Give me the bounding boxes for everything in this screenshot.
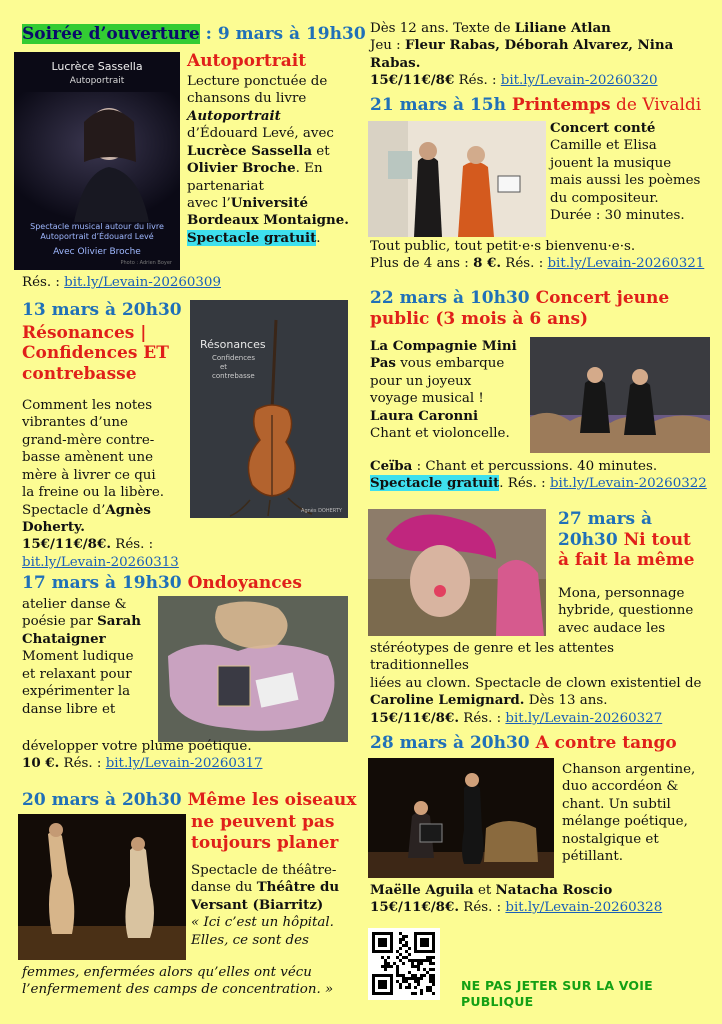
text-fragment: Jeu : <box>370 38 405 54</box>
text-line: expérimenter la <box>22 684 131 700</box>
text-line: Durée : 30 minutes. <box>550 208 685 224</box>
text-line: développer votre plume poétique. <box>22 739 252 754</box>
qr-code-pattern <box>368 928 440 1000</box>
resonances-poster <box>190 300 348 518</box>
oiseaux-quote <box>22 964 362 999</box>
event-title: A contre tango <box>535 733 677 753</box>
text-line: jouent la musique <box>550 155 672 171</box>
poster-subtitle <box>14 222 180 242</box>
text-fragment: Plus de 4 ans : <box>370 256 474 272</box>
performer-name: Natacha Roscio <box>495 882 613 898</box>
event-date: 17 mars à 19h30 <box>22 573 188 593</box>
musicians-photo <box>368 121 546 237</box>
text-line: stéréotypes de genre et les attentes traditionnelles <box>370 641 614 674</box>
poster-with: Avec Olivier Broche <box>53 247 141 257</box>
company-name: Versant (Biarritz) <box>191 896 324 913</box>
partner-name: Université <box>230 194 308 211</box>
reservation-link[interactable]: bit.ly/Levain-20260320 <box>500 73 658 89</box>
oiseaux-date-heading <box>22 790 356 811</box>
res-label: . Rés. : <box>499 476 550 492</box>
clown-portrait-photo <box>368 509 546 636</box>
res-label: Rés. : <box>458 710 506 726</box>
text-line: chansons du livre <box>187 91 307 107</box>
resonances-text <box>22 397 192 571</box>
text-line: du compositeur. <box>550 190 659 206</box>
qr-code[interactable] <box>368 928 440 1000</box>
poster-sub: contrebasse <box>212 371 255 380</box>
reservation-link[interactable]: bit.ly/Levain-20260327 <box>505 710 663 726</box>
text-line: mais aussi les poèmes <box>550 173 701 189</box>
res-label: Rés. : <box>501 256 548 272</box>
text-line: Mona, personnage <box>558 586 685 601</box>
performer-name: Ceïba <box>370 458 413 474</box>
author-name: Caroline Lemignard. <box>370 692 525 709</box>
text-line: Chant et violoncelle. <box>370 426 510 442</box>
text-fragment: . <box>316 230 321 246</box>
poster-sub: et <box>220 362 228 371</box>
quote-line: l’enfermement des camps de concentration. » <box>22 982 334 998</box>
performer-name: Maëlle Aguila <box>370 882 474 898</box>
quote-line: Elles, ce sont des <box>191 932 309 948</box>
event-date: 20h30 <box>558 529 624 550</box>
event-title: Confidences ET <box>22 343 169 364</box>
price: 15€/11€/8€. <box>370 899 459 916</box>
text-line: hybride, questionne <box>558 603 694 619</box>
text-line: mélange poétique, <box>562 814 688 830</box>
res-label: Rés. : <box>454 73 501 89</box>
concert-heading <box>370 288 715 329</box>
tango-photo <box>368 758 554 878</box>
event-title: Ni tout <box>623 529 691 550</box>
event-date: 22 mars à 10h30 <box>370 288 536 308</box>
text-fragment: avec l’ <box>187 195 231 211</box>
autoportrait-poster <box>14 52 180 270</box>
text-line: Chanson argentine, <box>562 762 696 777</box>
poster-credit: Photo : Adrien Boyer <box>120 260 172 266</box>
concert-text <box>370 338 530 443</box>
clown-text-bottom <box>370 640 715 727</box>
performer-name: Olivier Broche <box>187 160 296 177</box>
text-line: Moment ludique <box>22 649 134 665</box>
free-badge: Spectacle gratuit <box>370 475 500 492</box>
opening-heading <box>22 24 366 45</box>
text-fragment: poésie par <box>22 614 98 630</box>
partner-name: Bordeaux Montaigne. <box>187 212 349 229</box>
fabric-and-book-photo <box>158 596 348 742</box>
price: 8 €. <box>473 255 502 272</box>
opening-reservation <box>22 274 221 291</box>
performer-name: Lucrèce Sassella <box>187 142 313 159</box>
poster-signature: Agnès DOHERTY <box>301 507 342 514</box>
poster-title: Résonances <box>200 338 266 351</box>
quote-line: « Ici c’est un hôpital. <box>191 915 334 931</box>
author-name: Chataigner <box>22 630 106 647</box>
cast-names: Fleur Rabas, Déborah Alvarez, Nina Rabas. <box>370 37 674 71</box>
text-line: partenariat <box>187 178 264 194</box>
event-title: de Vivaldi <box>610 95 702 115</box>
event-date: 27 mars à <box>558 509 653 529</box>
text-line: la freine ou la libère. <box>22 485 165 501</box>
text-line: d’Édouard Levé, avec <box>187 126 334 142</box>
text-line: pour un joyeux <box>370 373 472 389</box>
event-title: contrebasse <box>22 364 137 385</box>
liliane-atlan-text <box>370 20 710 90</box>
vivaldi-photo <box>368 121 546 237</box>
book-title: Autoportrait <box>187 107 281 124</box>
text-line: voyage musical ! <box>370 391 484 407</box>
resonances-heading <box>22 300 192 385</box>
poster-sub: Confidences <box>212 354 256 362</box>
text-line: et relaxant pour <box>22 666 132 682</box>
tango-heading <box>370 733 677 754</box>
reservation-link[interactable]: bit.ly/Levain-20260309 <box>64 275 221 290</box>
company-name: Pas <box>370 355 396 372</box>
text-fragment: . En <box>295 161 323 177</box>
vivaldi-heading <box>370 95 701 116</box>
text-line: mère à livrer ce qui <box>22 467 156 483</box>
duo-musicians-photo <box>530 337 710 453</box>
tango-text <box>562 761 722 866</box>
concert-text-bottom <box>370 458 715 493</box>
tango-text-bottom <box>370 882 715 917</box>
autoportrait-text <box>187 73 352 247</box>
clown-heading <box>558 509 718 571</box>
text-line: Camille et Elisa <box>550 138 657 154</box>
price: 15€/11€/8€. <box>22 536 111 553</box>
text-fragment: : Chant et percussions. 40 minutes. <box>412 459 658 474</box>
clown-photo <box>368 509 546 636</box>
dancers-photo <box>18 814 186 960</box>
text-line: danse libre et <box>22 701 116 717</box>
author-name: Liliane Atlan <box>514 20 611 36</box>
price: 10 €. <box>22 755 60 772</box>
opening-tag: Soirée d’ouverture <box>22 24 200 44</box>
ondoyances-text <box>22 596 162 718</box>
concert-photo <box>530 337 710 453</box>
text-line: Lecture ponctuée de <box>187 74 328 89</box>
quote-line: femmes, enfermées alors qu’elles ont vécu <box>22 965 312 980</box>
text-line: Spectacle de théâtre- <box>191 863 337 878</box>
text-fragment: et <box>473 883 496 898</box>
event-title: à fait la même <box>558 550 695 571</box>
text-line: avec audace les <box>558 620 666 636</box>
double-bass-painting <box>190 300 348 518</box>
text-line: Tout public, tout petit·e·s bienvenu·e·s. <box>370 239 636 254</box>
free-badge: Spectacle gratuit <box>187 229 317 246</box>
text-line: Comment les notes <box>22 398 153 413</box>
reservation-link[interactable]: bit.ly/Levain-20260328 <box>505 900 663 916</box>
ondoyances-photo <box>158 596 348 742</box>
event-title: Concert jeune <box>535 288 670 308</box>
performer-name: Laura Caronni <box>370 407 479 424</box>
text-fragment: Dès 12 ans. Texte de <box>370 21 515 36</box>
text-line: basse amènent une <box>22 450 154 466</box>
text-line: atelier danse & <box>22 597 127 612</box>
ondoyances-heading <box>22 573 302 594</box>
event-kind: Concert conté <box>550 120 656 136</box>
text-line: duo accordéon & <box>562 779 679 795</box>
text-line: liées au clown. Spectacle de clown existentiel de <box>370 675 702 691</box>
res-label: Rés. : <box>22 275 65 290</box>
poster-sub2: Autoportrait d’Édouard Levé <box>40 232 154 241</box>
reservation-link[interactable]: bit.ly/Levain-20260322 <box>549 476 707 492</box>
event-title: Printemps <box>511 95 611 115</box>
event-title: ne peuvent pas <box>191 812 335 832</box>
footer-notice: NE PAS JETER SUR LA VOIE PUBLIQUE <box>461 978 653 1010</box>
event-title: Résonances | <box>22 322 147 343</box>
text-fragment: et <box>312 143 330 159</box>
reservation-link[interactable]: bit.ly/Levain-20260313 <box>22 554 179 570</box>
vivaldi-text-bottom <box>370 238 715 273</box>
vivaldi-text <box>550 120 715 225</box>
res-label: Rés. : <box>458 900 506 916</box>
text-fragment: vous embarque <box>395 356 505 372</box>
event-date: 21 mars à 15h <box>370 95 512 115</box>
event-title: public (3 mois à 6 ans) <box>370 308 589 329</box>
res-label: Rés. : <box>59 756 106 772</box>
poster-name: Lucrèce Sassella <box>51 60 143 73</box>
company-name: La Compagnie Mini <box>370 338 517 354</box>
oiseaux-title-cont <box>191 812 338 853</box>
text-fragment: Spectacle d’ <box>22 502 106 518</box>
event-title: Même les oiseaux <box>187 790 357 810</box>
performer-photo <box>14 92 180 222</box>
oiseaux-photo <box>18 814 186 960</box>
text-line: chant. Un subtil <box>562 796 671 812</box>
tango-duo-photo <box>368 758 554 878</box>
author-name: Agnès Doherty. <box>22 501 151 535</box>
text-line: vibrantes d’une <box>22 415 128 431</box>
company-name: Théâtre du <box>256 879 340 896</box>
text-fragment: Dès 13 ans. <box>524 693 608 709</box>
opening-date: : 9 mars à 19h30 <box>199 24 366 44</box>
res-label: Rés. : <box>110 537 154 553</box>
poster-title: Autoportrait <box>69 76 125 86</box>
reservation-link[interactable]: bit.ly/Levain-20260321 <box>547 256 705 272</box>
text-line: pétillant. <box>562 849 623 865</box>
event-title: Ondoyances <box>187 573 302 593</box>
reservation-link[interactable]: bit.ly/Levain-20260317 <box>105 756 263 772</box>
poster-sub1: Spectacle musical autour du livre <box>30 222 164 231</box>
event-title: toujours planer <box>191 832 339 853</box>
ondoyances-text-bottom <box>22 738 352 773</box>
autoportrait-title: Autoportrait <box>187 51 307 71</box>
oiseaux-text <box>191 862 356 949</box>
price: 15€/11€/8€ <box>370 72 455 89</box>
text-fragment: danse du <box>191 880 257 896</box>
text-line: nostalgique et <box>562 831 659 847</box>
event-date: 28 mars à 20h30 <box>370 733 536 753</box>
price: 15€/11€/8€. <box>370 709 459 726</box>
event-date: 13 mars à 20h30 <box>22 300 182 320</box>
author-name: Sarah <box>97 613 141 630</box>
text-line: grand-mère contre- <box>22 432 155 448</box>
clown-text <box>558 585 718 637</box>
event-date: 20 mars à 20h30 <box>22 790 188 810</box>
